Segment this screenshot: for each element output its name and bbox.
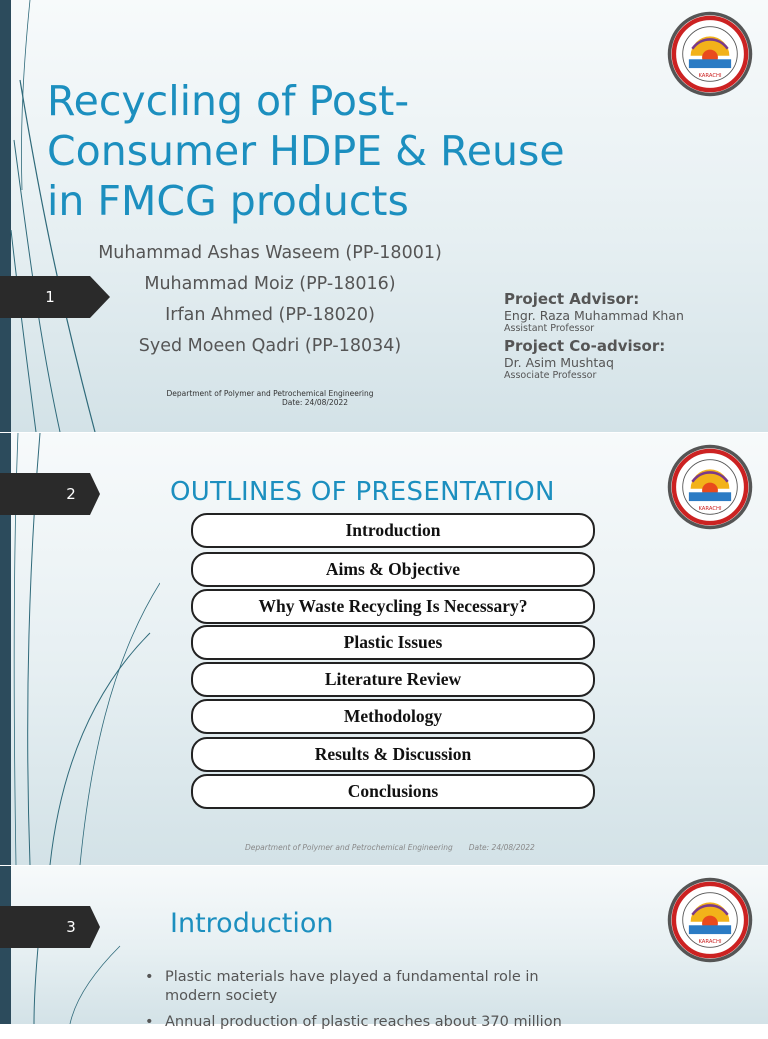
outline-item: Plastic Issues bbox=[191, 625, 595, 660]
author-name: Muhammad Ashas Waseem (PP-18001) bbox=[98, 243, 442, 263]
section-title: Introduction bbox=[170, 908, 334, 939]
outline-title: OUTLINES OF PRESENTATION bbox=[170, 477, 555, 507]
svg-text:KARACHI: KARACHI bbox=[698, 938, 722, 945]
university-seal-icon bbox=[666, 10, 754, 98]
department-text: Department of Polymer and Petrochemical Engineering bbox=[166, 389, 374, 398]
outline-item: Methodology bbox=[191, 699, 595, 734]
department-text: Department of Polymer and Petrochemical Engineering bbox=[245, 843, 453, 852]
outline-item: Aims & Objective bbox=[191, 552, 595, 587]
slide-1 bbox=[0, 0, 768, 432]
advisor-heading: Project Advisor: bbox=[504, 290, 640, 308]
coadvisor-heading: Project Co-advisor: bbox=[504, 337, 666, 355]
author-name: Syed Moeen Qadri (PP-18034) bbox=[138, 336, 402, 356]
footer-department bbox=[245, 843, 535, 852]
author-list bbox=[60, 238, 480, 362]
advisor-block bbox=[504, 290, 684, 334]
outline-item: Conclusions bbox=[191, 774, 595, 809]
slide-number-tag bbox=[0, 906, 108, 948]
outline-item: Literature Review bbox=[191, 662, 595, 697]
outline-item: Results & Discussion bbox=[191, 737, 595, 772]
slide-number: 3 bbox=[66, 918, 76, 936]
bullet-item: • Plastic materials have played a fundamental role in modern society bbox=[145, 968, 585, 1006]
presentation-title: Recycling of Post-Consumer HDPE & Reuse in FMCG products bbox=[47, 77, 565, 225]
outline-item: Introduction bbox=[191, 513, 595, 548]
coadvisor-name: Dr. Asim Mushtaq bbox=[504, 355, 614, 370]
footer-department bbox=[150, 389, 390, 407]
bullet-list bbox=[145, 968, 585, 1039]
outline-item: Why Waste Recycling Is Necessary? bbox=[191, 589, 595, 624]
bullet-item: • Annual production of plastic reaches about 370 million bbox=[145, 1013, 585, 1032]
svg-text:KARACHI: KARACHI bbox=[698, 72, 722, 79]
advisor-role: Assistant Professor bbox=[504, 323, 595, 334]
date-text: Date: 24/08/2022 bbox=[468, 843, 535, 852]
advisor-name: Engr. Raza Muhammad Khan bbox=[504, 308, 684, 323]
coadvisor-role: Associate Professor bbox=[504, 370, 597, 381]
slide-number: 2 bbox=[66, 485, 76, 503]
author-name: Muhammad Moiz (PP-18016) bbox=[144, 274, 396, 294]
slide-number-tag bbox=[0, 473, 108, 515]
coadvisor-block bbox=[504, 337, 665, 381]
slide-number: 1 bbox=[45, 288, 55, 306]
university-seal-icon bbox=[666, 876, 754, 964]
author-name: Irfan Ahmed (PP-18020) bbox=[165, 305, 375, 325]
date-text: Date: 24/08/2022 bbox=[281, 398, 349, 407]
university-seal-icon bbox=[666, 443, 754, 531]
svg-text:KARACHI: KARACHI bbox=[698, 505, 722, 512]
